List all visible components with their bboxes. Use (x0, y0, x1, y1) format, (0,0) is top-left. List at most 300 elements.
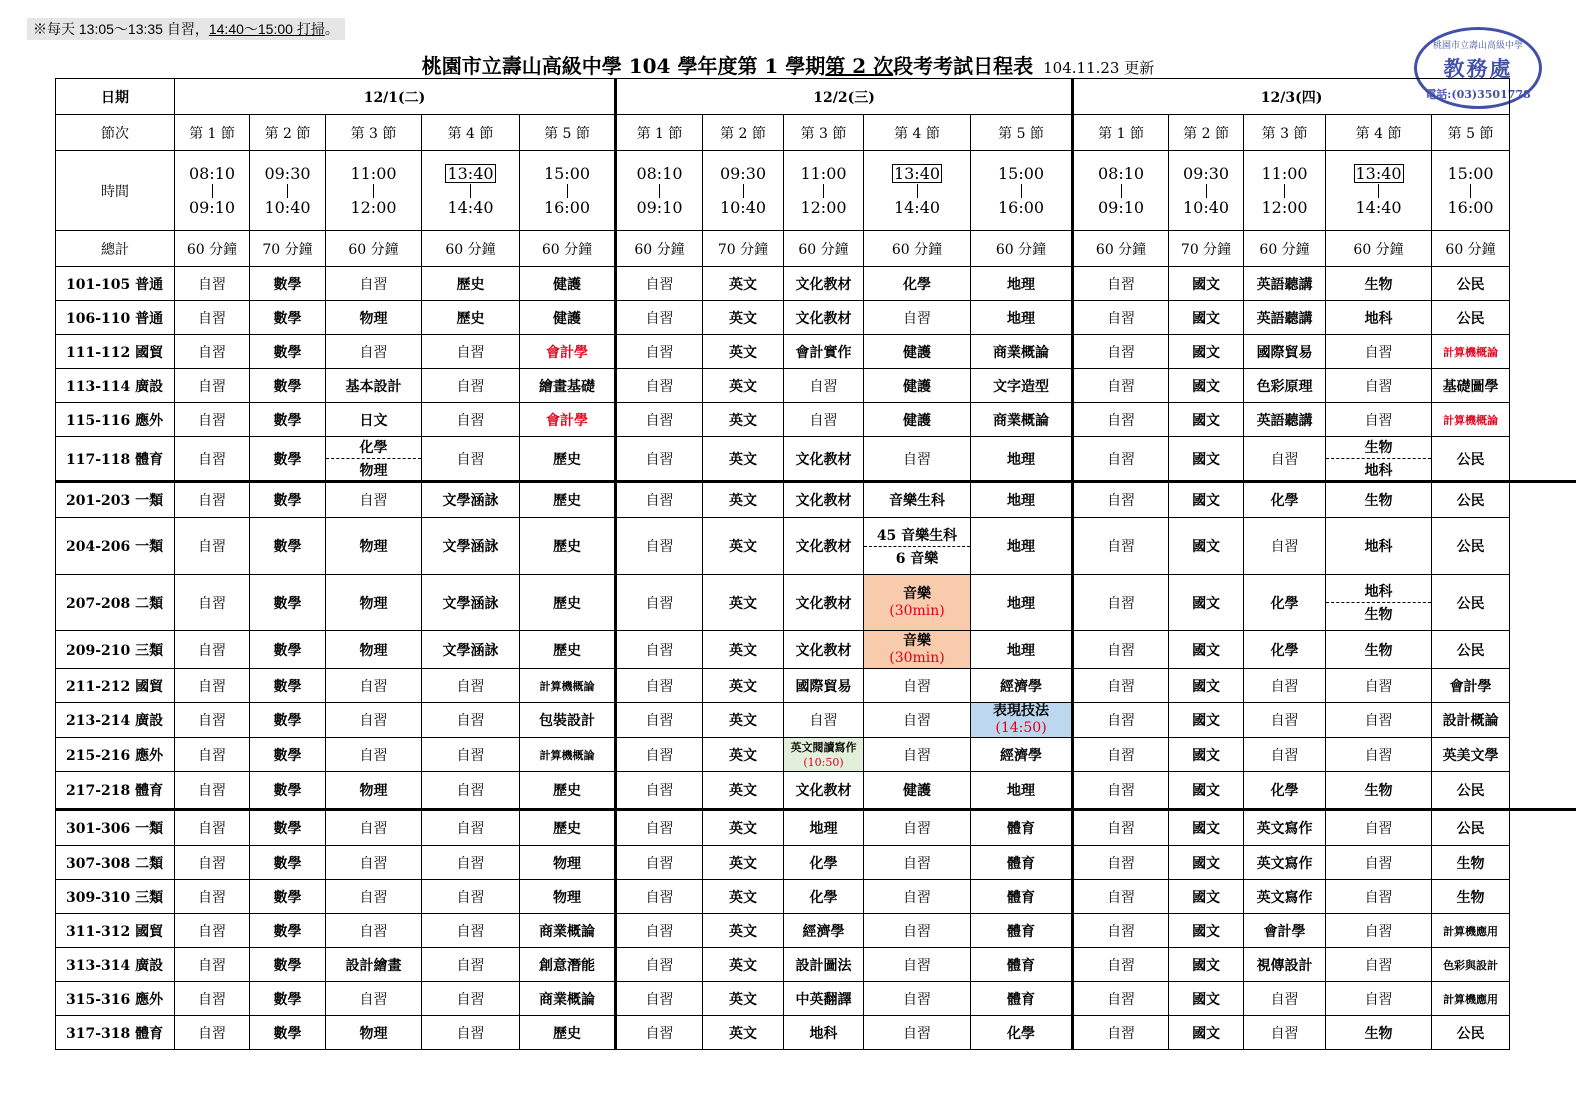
subject-cell: 自習 (616, 403, 703, 437)
time-start: 13:40 (893, 164, 941, 183)
subject-cell: 自習 (422, 772, 520, 810)
subject-cell: 自習 (616, 703, 703, 738)
subject-cell: 地理 (971, 482, 1073, 518)
subject-cell: 英美文學 (1432, 738, 1510, 772)
subject-cell: 數學 (250, 1016, 326, 1050)
class-group-label: 211-212 國貿 (56, 669, 175, 703)
subject-cell: 英文 (703, 669, 784, 703)
class-row (56, 914, 1576, 948)
subject-cell: 自習 (1244, 669, 1326, 703)
date-header: 12/3(四) (1073, 79, 1510, 115)
subject-cell: 自習 (1073, 703, 1169, 738)
subject-cell: 公民 (1432, 482, 1510, 518)
subject-cell: 英文 (703, 738, 784, 772)
subject-cell: 國文 (1169, 335, 1244, 369)
subject-cell: 文學涵詠 (422, 518, 520, 575)
subject-cell: 自習 (1326, 948, 1432, 982)
subject-cell: 自習 (864, 810, 971, 846)
subject-cell: 體育 (971, 846, 1073, 880)
class-row (56, 810, 1576, 846)
duration-cell: 60 分鐘 (864, 231, 971, 267)
split-subject (1326, 437, 1431, 480)
subject-cell: 商業概論 (520, 914, 616, 948)
subject-cell: 化學 (1244, 575, 1326, 631)
class-row (56, 403, 1576, 437)
subject-cell: 商業概論 (520, 982, 616, 1016)
subject-cell: 日文 (326, 403, 422, 437)
subject-cell: 數學 (250, 518, 326, 575)
subject-cell: 英文 (703, 518, 784, 575)
subject-cell: 國文 (1169, 369, 1244, 403)
subject-cell: 國文 (1169, 267, 1244, 301)
subject-cell: 生物 (1326, 267, 1432, 301)
time-start: 15:00 (543, 163, 591, 183)
time-cell (1073, 151, 1169, 231)
subject-cell: 國文 (1169, 772, 1244, 810)
split-subject-bottom: 物理 (359, 463, 388, 479)
time-cell (864, 151, 971, 231)
dates-row (56, 79, 1576, 115)
time-start: 11:00 (350, 163, 397, 183)
subject-cell: 會計學 (520, 403, 616, 437)
time-range (617, 165, 702, 217)
subject-cell: 物理 (520, 880, 616, 914)
subject-cell (971, 703, 1073, 738)
subject-cell: 公民 (1432, 772, 1510, 810)
subject-cell: 自習 (326, 846, 422, 880)
subject-cell: 自習 (1073, 369, 1169, 403)
duration-cell: 60 分鐘 (422, 231, 520, 267)
subject-cell: 英文 (703, 437, 784, 482)
duration-cell: 70 分鐘 (703, 231, 784, 267)
subject-cell: 自習 (616, 301, 703, 335)
period-header: 第 5 節 (520, 115, 616, 151)
time-separator (1121, 184, 1122, 198)
subject-cell: 文化教材 (784, 437, 864, 482)
period-header: 第 2 節 (1169, 115, 1244, 151)
subject-cell: 自習 (616, 846, 703, 880)
subject-cell: 自習 (175, 669, 250, 703)
duration-cell: 60 分鐘 (1244, 231, 1326, 267)
subject-cell: 自習 (175, 738, 250, 772)
subject-cell: 自習 (616, 518, 703, 575)
subject-cell: 自習 (616, 267, 703, 301)
class-row (56, 267, 1576, 301)
class-group-label: 207-208 二類 (56, 575, 175, 631)
subject-cell: 自習 (616, 369, 703, 403)
class-group-label: 115-116 應外 (56, 403, 175, 437)
subject-cell: 自習 (1073, 267, 1169, 301)
time-range (864, 164, 970, 217)
subject-cell: 國文 (1169, 703, 1244, 738)
subject-cell: 地理 (971, 267, 1073, 301)
subject-cell: 計算機應用 (1432, 982, 1510, 1016)
class-group-label: 204-206 一類 (56, 518, 175, 575)
subject-cell: 自習 (1326, 914, 1432, 948)
date-header-label: 日期 (56, 79, 175, 115)
subject-cell: 自習 (175, 810, 250, 846)
subject-cell: 自習 (1073, 772, 1169, 810)
subject-cell: 自習 (175, 301, 250, 335)
time-start: 09:30 (264, 163, 311, 183)
exam-schedule-table (55, 78, 1576, 1050)
time-end: 14:40 (447, 198, 494, 217)
split-subject (864, 525, 970, 568)
subject-cell: 健護 (520, 301, 616, 335)
subject-cell: 自習 (422, 810, 520, 846)
subject-cell: 自習 (1326, 982, 1432, 1016)
split-subject-top: 生物 (1326, 437, 1431, 459)
subject-cell: 自習 (326, 914, 422, 948)
subject-cell: 英文 (703, 631, 784, 669)
class-group-label: 111-112 國貿 (56, 335, 175, 369)
subject-cell: 地理 (971, 772, 1073, 810)
subject-cell: 生物 (1326, 482, 1432, 518)
subject-cell: 地科 (784, 1016, 864, 1050)
subject-cell: 公民 (1432, 437, 1510, 482)
subject-cell: 自習 (422, 982, 520, 1016)
daily-note-cleaning: 14:40～15:00 打掃 (208, 21, 325, 37)
subject-cell: 自習 (616, 810, 703, 846)
subject-cell: 自習 (1073, 403, 1169, 437)
stamp-school: 桃園市立壽山高級中學 (1432, 41, 1523, 51)
subject-cell: 物理 (326, 301, 422, 335)
time-cell (250, 151, 326, 231)
subject-cell: 英文 (703, 369, 784, 403)
subject-cell: 國文 (1169, 948, 1244, 982)
subject-cell: 會計學 (1432, 669, 1510, 703)
subject-cell: 自習 (1073, 575, 1169, 631)
time-cell (1169, 151, 1244, 231)
split-subject-bottom: 生物 (1364, 607, 1393, 623)
subject-cell: 商業概論 (971, 403, 1073, 437)
class-group-label: 106-110 普通 (56, 301, 175, 335)
subject-cell: 物理 (326, 518, 422, 575)
class-row (56, 948, 1576, 982)
subject-cell: 自習 (1073, 738, 1169, 772)
split-subject (326, 437, 421, 480)
subject-cell: 英文寫作 (1244, 880, 1326, 914)
period-header: 第 4 節 (864, 115, 971, 151)
subject-time: (10:50) (803, 755, 844, 769)
subject-cell: 英文 (703, 772, 784, 810)
class-group-label: 213-214 廣設 (56, 703, 175, 738)
class-group-label: 301-306 一類 (56, 810, 175, 846)
subject-cell: 自習 (422, 437, 520, 482)
subject-cell: 國文 (1169, 631, 1244, 669)
subject-cell: 自習 (1073, 631, 1169, 669)
subject-cell: 自習 (616, 335, 703, 369)
period-header: 第 3 節 (784, 115, 864, 151)
class-row (56, 575, 1576, 631)
time-end: 12:00 (800, 197, 847, 217)
class-group-label: 311-312 國貿 (56, 914, 175, 948)
duration-cell: 60 分鐘 (1073, 231, 1169, 267)
subject-cell: 自習 (616, 669, 703, 703)
subject-cell: 化學 (784, 846, 864, 880)
subject-cell: 英文 (703, 914, 784, 948)
subject-cell: 自習 (326, 267, 422, 301)
time-range (1074, 165, 1168, 217)
subject-cell: 自習 (175, 518, 250, 575)
subject-cell: 自習 (175, 631, 250, 669)
subject-cell: 數學 (250, 703, 326, 738)
subject-cell: 國文 (1169, 880, 1244, 914)
subject-cell: 健護 (520, 267, 616, 301)
subject-cell: 文化教材 (784, 482, 864, 518)
title-suffix: 段考考試日程表 (893, 54, 1034, 78)
time-range (326, 165, 421, 217)
time-separator (212, 184, 213, 198)
subject-cell: 自習 (422, 738, 520, 772)
class-group-label: 313-314 廣設 (56, 948, 175, 982)
time-range (422, 164, 519, 217)
subject-cell: 數學 (250, 880, 326, 914)
subject-cell: 英文寫作 (1244, 810, 1326, 846)
subject-cell: 會計學 (1244, 914, 1326, 948)
subject-cell: 計算機概論 (1432, 335, 1510, 369)
subject-cell: 自習 (1326, 738, 1432, 772)
subject-name: 英文閱讀寫作 (790, 740, 857, 754)
subject-cell: 設計繪畫 (326, 948, 422, 982)
time-end: 16:00 (997, 197, 1045, 217)
time-range (175, 165, 249, 217)
subject-cell: 自習 (175, 267, 250, 301)
subject-cell: 自習 (616, 482, 703, 518)
time-start: 13:40 (447, 164, 494, 183)
stamp-office: 教務處 (1443, 56, 1513, 81)
subject-cell: 國文 (1169, 1016, 1244, 1050)
subject-cell: 自習 (175, 575, 250, 631)
subject-cell: 自習 (1073, 914, 1169, 948)
subject-cell: 英文 (703, 703, 784, 738)
class-group-label: 217-218 體育 (56, 772, 175, 810)
subject-cell: 自習 (1073, 482, 1169, 518)
period-header: 第 1 節 (616, 115, 703, 151)
subject-name: 表現技法 (993, 703, 1050, 719)
time-cell (1244, 151, 1326, 231)
time-range (703, 165, 783, 217)
subject-cell: 自習 (1073, 810, 1169, 846)
time-range (1244, 165, 1325, 217)
class-group-label: 117-118 體育 (56, 437, 175, 482)
subject-cell: 自習 (422, 1016, 520, 1050)
split-subject-bottom: 6 音樂 (895, 550, 939, 567)
subject-cell: 會計學 (520, 335, 616, 369)
subject-cell: 自習 (616, 1016, 703, 1050)
subject-cell: 公民 (1432, 575, 1510, 631)
subject-cell: 英文 (703, 482, 784, 518)
duration-cell: 60 分鐘 (326, 231, 422, 267)
time-separator (1378, 184, 1379, 198)
subject-cell: 英文 (703, 335, 784, 369)
subject-cell: 地科 (1326, 518, 1432, 575)
subject-cell (1326, 575, 1432, 631)
subject-cell: 數學 (250, 738, 326, 772)
subject-cell: 國際貿易 (1244, 335, 1326, 369)
subject-cell: 自習 (422, 669, 520, 703)
time-start: 08:10 (188, 163, 236, 183)
subject-cell: 歷史 (422, 301, 520, 335)
subject-with-time (864, 586, 970, 620)
subject-cell: 計算機應用 (1432, 914, 1510, 948)
subject-cell: 自習 (422, 880, 520, 914)
subject-cell: 自習 (616, 948, 703, 982)
time-cell (784, 151, 864, 231)
subject-cell: 自習 (1326, 669, 1432, 703)
subject-cell: 自習 (326, 669, 422, 703)
periods-row (56, 115, 1576, 151)
subject-cell: 數學 (250, 369, 326, 403)
subject-cell: 英文 (703, 301, 784, 335)
subject-cell: 自習 (422, 914, 520, 948)
subject-cell: 自習 (1244, 518, 1326, 575)
subject-with-time (971, 703, 1071, 737)
subject-cell: 英文寫作 (1244, 846, 1326, 880)
class-row (56, 669, 1576, 703)
class-group-label: 101-105 普通 (56, 267, 175, 301)
subject-cell: 數學 (250, 846, 326, 880)
subject-cell: 自習 (422, 846, 520, 880)
time-end: 12:00 (350, 197, 397, 217)
subject-cell (784, 738, 864, 772)
time-separator (287, 184, 288, 198)
subject-cell: 歷史 (520, 437, 616, 482)
subject-cell: 自習 (1073, 982, 1169, 1016)
time-separator (1021, 184, 1022, 198)
subject-cell: 化學 (784, 880, 864, 914)
subject-cell (326, 437, 422, 482)
time-end: 14:40 (1355, 198, 1402, 217)
subject-cell: 公民 (1432, 810, 1510, 846)
subject-cell: 物理 (326, 631, 422, 669)
subject-cell: 自習 (422, 703, 520, 738)
class-group-label: 201-203 一類 (56, 482, 175, 518)
subject-cell: 數學 (250, 914, 326, 948)
subject-cell: 國文 (1169, 575, 1244, 631)
split-subject-top: 化學 (326, 437, 421, 459)
subject-cell: 自習 (1326, 335, 1432, 369)
time-separator (470, 184, 471, 198)
subject-cell: 英語聽講 (1244, 267, 1326, 301)
subject-cell: 文化教材 (784, 518, 864, 575)
subject-cell: 文化教材 (784, 772, 864, 810)
subject-cell: 化學 (1244, 482, 1326, 518)
class-group-label: 209-210 三類 (56, 631, 175, 669)
subject-cell: 地理 (971, 518, 1073, 575)
subject-cell: 化學 (971, 1016, 1073, 1050)
subject-cell (864, 575, 971, 631)
subject-cell: 自習 (175, 914, 250, 948)
subject-cell: 公民 (1432, 518, 1510, 575)
time-range (784, 165, 863, 217)
duration-cell: 60 分鐘 (175, 231, 250, 267)
subject-cell: 經濟學 (784, 914, 864, 948)
subject-cell: 地理 (971, 437, 1073, 482)
title-main: 桃園市立壽山高級中學 104 學年度第 1 學期 (421, 54, 826, 78)
time-range (520, 165, 614, 217)
subject-cell: 生物 (1432, 846, 1510, 880)
subject-cell: 文化教材 (784, 575, 864, 631)
class-row (56, 846, 1576, 880)
subject-cell: 自習 (175, 437, 250, 482)
subject-cell: 健護 (864, 403, 971, 437)
subject-cell: 物理 (520, 846, 616, 880)
time-start: 15:00 (997, 163, 1045, 183)
subject-cell: 體育 (971, 810, 1073, 846)
subject-cell: 自習 (864, 1016, 971, 1050)
subject-cell: 自習 (1073, 948, 1169, 982)
subject-cell: 國文 (1169, 437, 1244, 482)
subject-cell: 經濟學 (971, 669, 1073, 703)
period-header: 第 4 節 (1326, 115, 1432, 151)
subject-cell: 自習 (1244, 703, 1326, 738)
time-range (250, 165, 325, 217)
subject-cell: 自習 (326, 982, 422, 1016)
subject-cell: 體育 (971, 948, 1073, 982)
subject-cell: 色彩原理 (1244, 369, 1326, 403)
time-start: 09:30 (719, 163, 767, 183)
subject-cell: 計算機概論 (520, 669, 616, 703)
subject-cell: 音樂生科 (864, 482, 971, 518)
subject-cell: 數學 (250, 482, 326, 518)
subject-cell: 自習 (1326, 403, 1432, 437)
page-title (0, 50, 1576, 79)
subject-cell: 英文 (703, 982, 784, 1016)
subject-cell: 文化教材 (784, 267, 864, 301)
subject-cell: 數學 (250, 301, 326, 335)
subject-cell: 自習 (864, 846, 971, 880)
subject-cell: 健護 (864, 772, 971, 810)
subject-cell: 歷史 (422, 267, 520, 301)
title-exam-number: 第 2 次 (825, 54, 894, 78)
duration-cell: 60 分鐘 (520, 231, 616, 267)
subject-cell: 英語聽講 (1244, 301, 1326, 335)
period-header: 第 3 節 (1244, 115, 1326, 151)
date-header: 12/2(三) (616, 79, 1073, 115)
subject-cell: 自習 (784, 703, 864, 738)
subject-cell: 英文 (703, 267, 784, 301)
subject-cell: 自習 (1326, 369, 1432, 403)
subject-cell: 自習 (326, 810, 422, 846)
subject-cell: 視傳設計 (1244, 948, 1326, 982)
time-separator (567, 184, 568, 198)
subject-cell: 自習 (616, 437, 703, 482)
duration-cell: 70 分鐘 (250, 231, 326, 267)
class-row (56, 482, 1576, 518)
subject-time: (30min) (889, 649, 945, 666)
totals-row (56, 231, 1576, 267)
time-end: 16:00 (1447, 197, 1494, 217)
time-separator (1470, 184, 1471, 198)
subject-cell: 自習 (175, 982, 250, 1016)
daily-note-text: ※每天 13:05～13:35 自習， (33, 21, 209, 37)
subject-cell: 歷史 (520, 1016, 616, 1050)
subject-cell: 數學 (250, 267, 326, 301)
total-header-label: 總計 (56, 231, 175, 267)
subject-cell: 英文 (703, 846, 784, 880)
split-subject-top: 地科 (1326, 581, 1431, 603)
subject-cell: 英語聽講 (1244, 403, 1326, 437)
subject-cell: 公民 (1432, 631, 1510, 669)
subject-cell: 物理 (326, 1016, 422, 1050)
subject-cell: 健護 (864, 369, 971, 403)
subject-cell: 商業概論 (971, 335, 1073, 369)
class-row (56, 518, 1576, 575)
time-range (1432, 165, 1509, 217)
period-header: 第 5 節 (1432, 115, 1510, 151)
subject-cell: 生物 (1326, 631, 1432, 669)
